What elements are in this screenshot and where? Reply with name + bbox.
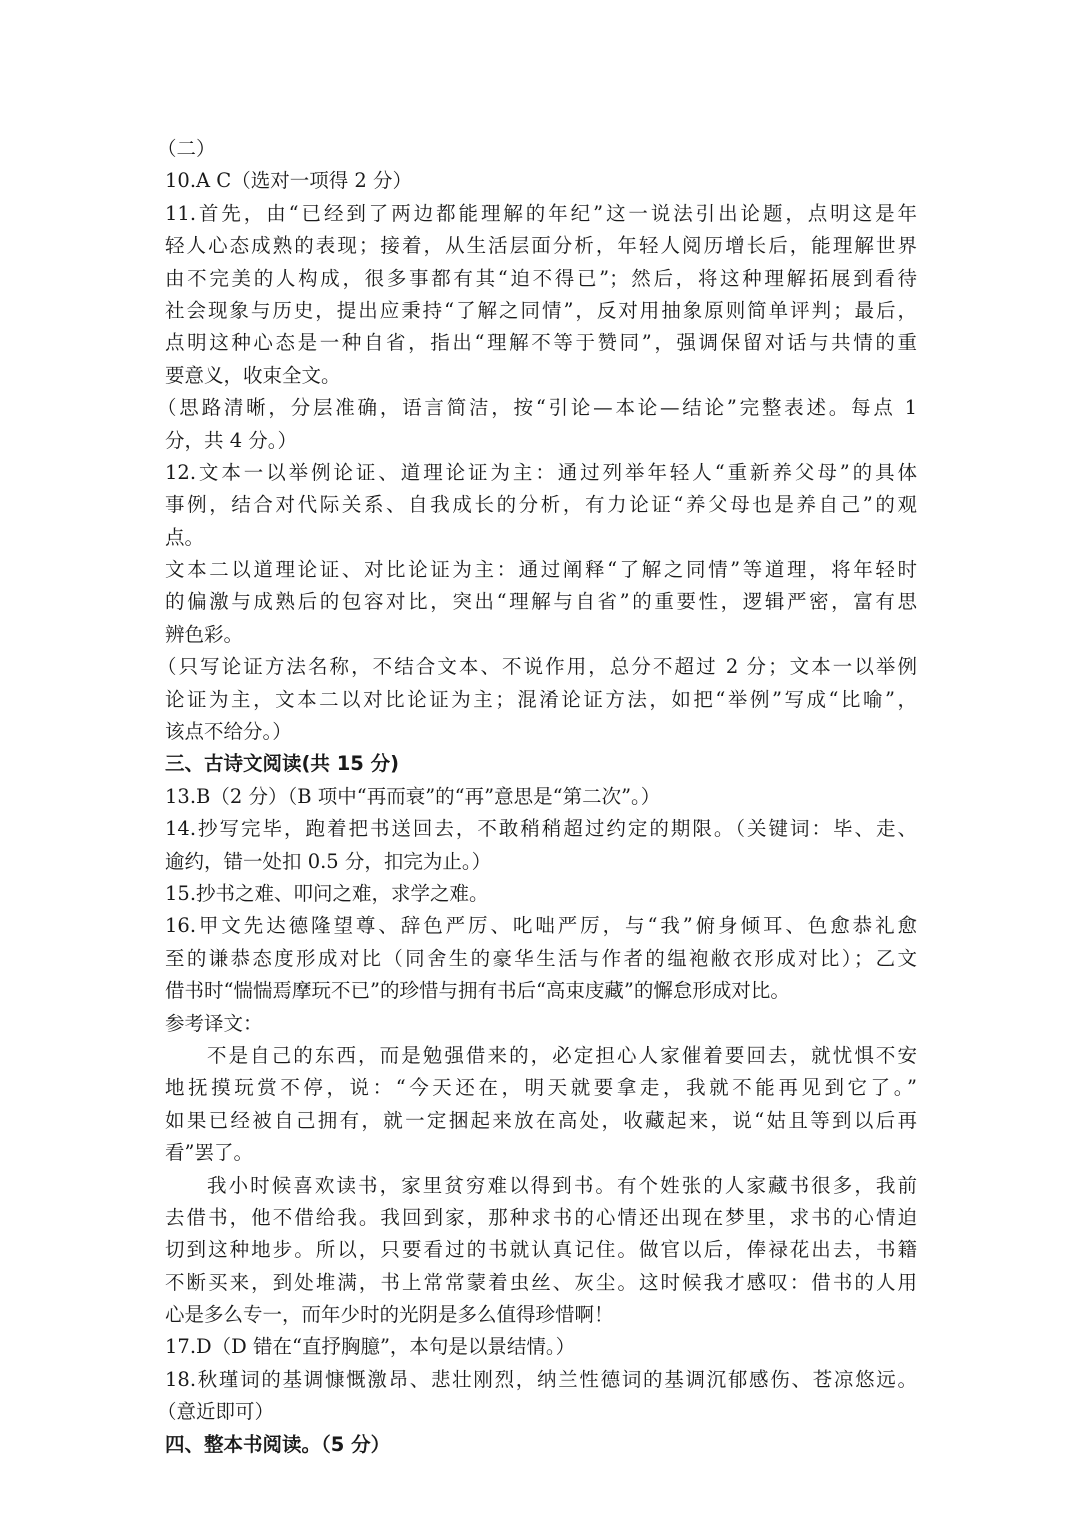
text-line: （只写论证方法名称，不结合文本、不说作用，总分不超过 2 分；文本一以举例 [157,655,917,679]
text-line: 论证为主，文本二以对比论证为主；混淆论证方法，如把“举例”写成“比喻”， [165,687,917,711]
text-line: 参考译文： [165,1011,263,1035]
text-line: 16.甲文先达德隆望尊、辞色严厉、叱咄严厉，与“我”俯身倾耳、色愈恭礼愈 [165,914,917,938]
text-line: 至的谦恭态度形成对比（同舍生的豪华生活与作者的缊袍敝衣形成对比）；乙文 [165,946,917,970]
text-line: 10.A C（选对一项得 2 分） [165,169,413,193]
text-line: 轻人心态成熟的表现；接着，从生活层面分析，年轻人阅历增长后，能理解世界 [165,234,917,258]
section-heading: 四、整本书阅读。（5 分） [165,1432,391,1456]
text-line: 事例，结合对代际关系、自我成长的分析，有力论证“养父母也是养自己”的观 [165,493,917,517]
text-line: 17.D（D 错在“直抒胸臆”，本句是以景结情。） [165,1335,576,1359]
text-line: 借书时“惴惴焉摩玩不已”的珍惜与拥有书后“高束庋藏”的懈怠形成对比。 [165,979,790,1003]
text-line: 我小时候喜欢读书，家里贫穷难以得到书。有个姓张的人家藏书很多，我前 [207,1173,917,1197]
text-line: （意近即可） [157,1400,275,1424]
text-line: 逾约，错一处扣 0.5 分，扣完为止。） [165,849,492,873]
text-line: 的偏激与成熟后的包容对比，突出“理解与自省”的重要性，逻辑严密，富有思 [165,590,917,614]
text-line: 切到这种地步。所以，只要看过的书就认真记住。做官以后，俸禄花出去，书籍 [165,1238,917,1262]
text-line: 如果已经被自己拥有，就一定捆起来放在高处，收藏起来，说“姑且等到以后再 [165,1108,917,1132]
section-heading: 三、古诗文阅读(共 15 分) [165,752,400,776]
text-line: 要意义，收束全文。 [165,363,341,387]
text-line: 14.抄写完毕，跑着把书送回去，不敢稍稍超过约定的期限。（关键词：毕、走、 [165,817,917,841]
text-line: 不断买来，到处堆满，书上常常蒙着虫丝、灰尘。这时候我才感叹：借书的人用 [165,1270,917,1294]
text-line: 辨色彩。 [165,622,244,646]
text-line: 去借书，他不借给我。我回到家，那种求书的心情还出现在梦里，求书的心情迫 [165,1205,917,1229]
text-line: 分，共 4 分。） [165,428,298,452]
text-line: （二） [157,137,216,160]
text-line: 点。 [165,525,205,549]
text-line: 文本二以道理论证、对比论证为主：通过阐释“了解之同情”等道理，将年轻时 [165,558,917,582]
text-line: 地抚摸玩赏不停，说：“今天还在，明天就要拿走，我就不能再见到它了。” [165,1076,917,1100]
text-line: 11.首先，由“已经到了两边都能理解的年纪”这一说法引出论题，点明这是年 [165,201,917,225]
text-line: 18.秋瑾词的基调慷慨激昂、悲壮刚烈，纳兰性德词的基调沉郁感伤、苍凉悠远。 [165,1367,917,1391]
text-line: 该点不给分。） [165,720,292,744]
text-line: 由不完美的人构成，很多事都有其“迫不得已”；然后，将这种理解拓展到看待 [165,266,917,290]
text-line: 心是多么专一，而年少时的光阴是多么值得珍惜啊！ [165,1303,614,1327]
text-line: （思路清晰，分层准确，语言简洁，按“引论—本论—结论”完整表述。每点 1 [157,396,917,420]
text-line: 看”罢了。 [165,1141,253,1165]
text-line: 社会现象与历史，提出应秉持“了解之同情”，反对用抽象原则简单评判；最后， [165,298,917,322]
text-line: 13.B（2 分）（B 项中“再而衰”的“再”意思是“第二次”。） [165,784,661,808]
text-line: 点明这种心态是一种自省，指出“理解不等于赞同”，强调保留对话与共情的重 [165,331,917,355]
text-line: 15.抄书之难、叩问之难，求学之难。 [165,881,489,905]
answer-key-page [157,133,917,1461]
text-line: 不是自己的东西，而是勉强借来的，必定担心人家催着要回去，就忧惧不安 [207,1043,917,1067]
text-line: 12.文本一以举例论证、道理论证为主：通过列举年轻人“重新养父母”的具体 [165,460,917,484]
